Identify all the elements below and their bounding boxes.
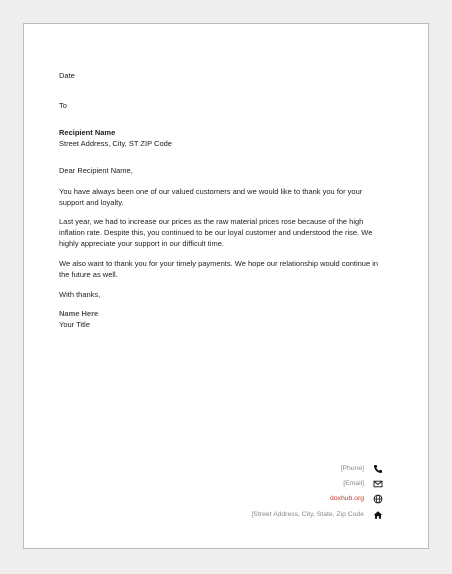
globe-icon (373, 494, 383, 504)
to-line: To (59, 101, 67, 110)
recipient-address: Street Address, City, ST ZIP Code (59, 139, 172, 148)
contact-address: [Street Address, City, State, Zip Code (251, 511, 364, 518)
phone-icon (373, 464, 383, 474)
salutation: Dear Recipient Name, (59, 166, 133, 175)
date-line: Date (59, 71, 75, 80)
envelope-icon (373, 479, 383, 489)
sender-name: Name Here (59, 309, 99, 318)
closing: With thanks, (59, 290, 101, 299)
paragraph-3: We also want to thank you for your timely payments. We hope our relationship would continue in the future as well. (59, 259, 379, 279)
contact-phone: [Phone] (340, 465, 364, 472)
paragraph-2: Last year, we had to increase our prices as the raw material prices rose because of the high inflation rate. Despite this, you continued to be our loyal customer and understood the rise. We highly appreciate your support in our difficult time. (59, 217, 373, 248)
letter-page (23, 23, 429, 549)
sender-title: Your Title (59, 320, 90, 329)
contact-email: [Email] (343, 480, 364, 487)
contact-website-link[interactable]: doxhub.org (329, 495, 364, 502)
home-icon (373, 510, 383, 520)
paragraph-1: You have always been one of our valued customers and we would like to thank you for your support and loyalty. (59, 187, 363, 207)
recipient-name: Recipient Name (59, 128, 116, 137)
